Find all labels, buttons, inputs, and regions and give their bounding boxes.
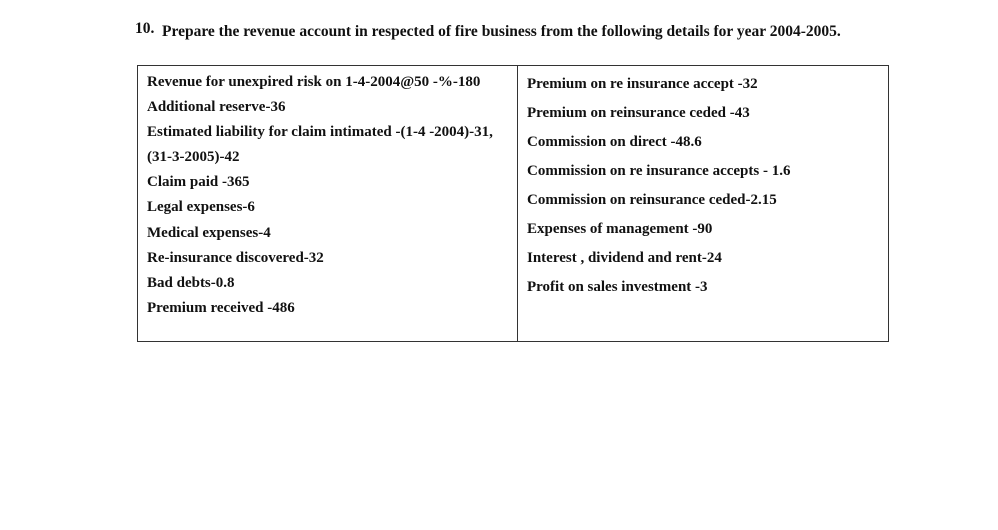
list-item: Legal expenses-6 [147,199,255,216]
list-item: Premium on re insurance accept -32 [527,76,758,92]
details-table [137,65,889,342]
list-item: Revenue for unexpired risk on 1-4-2004@50 -%-180 [147,74,481,90]
list-item: Claim paid -365 [147,174,250,191]
list-item: Premium received -486 [147,299,295,316]
list-item: Re-insurance discovered-32 [147,249,324,266]
right-column [518,66,889,342]
list-item: Commission on re insurance accepts - 1.6 [527,163,791,179]
list-item: Premium on reinsurance ceded -43 [527,105,750,121]
list-item: Expenses of management -90 [527,221,713,237]
list-item: Medical expenses-4 [147,224,271,241]
list-item: Commission on reinsurance ceded-2.15 [527,192,777,208]
list-item: Estimated liability for claim intimated -(1-4 -2004)-31,(31-3-2005)-42 [147,124,493,166]
list-item: Profit on sales investment -3 [527,279,708,295]
question-text: Prepare the revenue account in respected of fire business from the following details for year 2004-2005. [162,23,841,40]
list-item: Commission on direct -48.6 [527,134,702,150]
list-item: Interest , dividend and rent-24 [527,250,722,266]
question-number: 10. [135,20,155,37]
list-item: Bad debts-0.8 [147,274,235,291]
left-column [138,66,518,342]
list-item: Additional reserve-36 [147,99,286,116]
